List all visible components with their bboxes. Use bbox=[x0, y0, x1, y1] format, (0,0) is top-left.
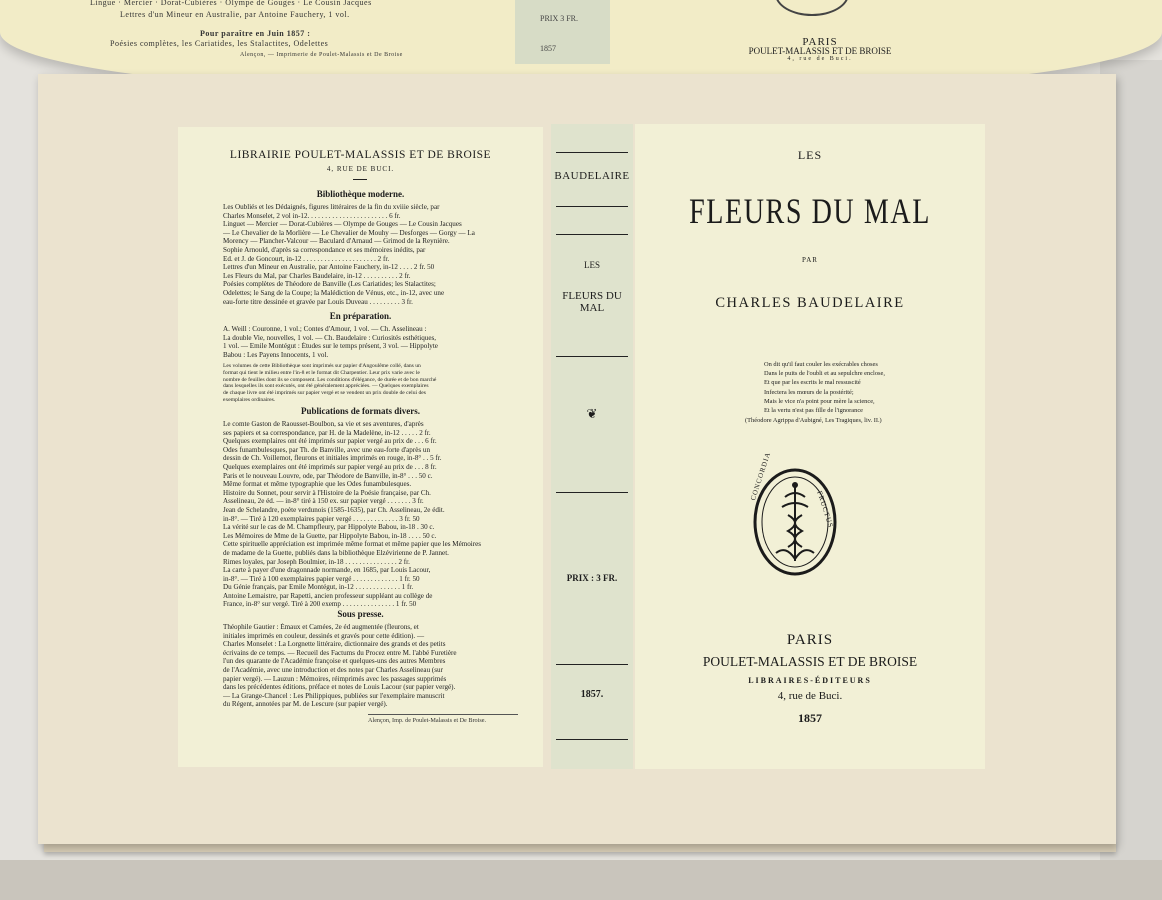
flap-spine-year: 1857 bbox=[540, 44, 556, 53]
flap-publisher: POULET-MALASSIS ET DE BROISE bbox=[748, 46, 892, 56]
text-line: Le comte Gaston de Raousset-Boulbon, sa vie et ses aventures, d'après bbox=[223, 420, 424, 428]
spine-rule bbox=[556, 492, 628, 493]
formats-list bbox=[223, 420, 528, 609]
text-line: initiales imprimés en couleur, dessinés et gravés pour cette édition). — bbox=[223, 631, 425, 640]
front-les: LES bbox=[797, 148, 823, 162]
press-list bbox=[223, 623, 528, 709]
text-line: Ed. et J. de Goncourt, in-12 . . . . . . . . . . . . . . . . . . . . . 2 fr. bbox=[223, 254, 390, 263]
text-line: Quelques exemplaires ont été imprimés sur papier vergé au prix de . . . 8 fr. bbox=[223, 462, 437, 471]
spine-rule bbox=[556, 152, 628, 153]
epigraph-line: Mais le vice n'a point pour mère la science, bbox=[764, 397, 875, 405]
flap-line: Pour paraître en Juin 1857 : bbox=[200, 29, 311, 38]
back-cover-title: LIBRAIRIE POULET-MALASSIS ET DE BROISE bbox=[229, 149, 492, 161]
front-year: 1857 bbox=[798, 711, 822, 725]
spine-price: PRIX : 3 FR. bbox=[566, 573, 618, 583]
text-line: Charles Monselet : La Lorgnette littéraire, dictionnaire des grands et des petits bbox=[223, 640, 446, 649]
back-cover bbox=[178, 127, 543, 767]
epigraph-line: On dit qu'il faut couler les exécrables choses bbox=[764, 361, 878, 368]
spine-rule bbox=[556, 739, 628, 740]
seal-text-left: CONCORDIA bbox=[749, 450, 773, 502]
divider bbox=[353, 179, 367, 180]
flap-back-text bbox=[80, 0, 500, 66]
front-cover bbox=[635, 124, 985, 769]
text-line: dans lesquelles ils sont exécutés, ont été généralement appréciées. — Quelques exemplaires bbox=[223, 383, 429, 390]
text-line: Morency — Plancher-Valcour — Baculard d'Arnaud — Grimod de la Reynière. bbox=[223, 237, 450, 246]
flap-line: Poésies complètes, les Cariatides, les Stalactites, Odelettes bbox=[110, 39, 329, 48]
text-line: papier vergé). — Lauzun : Mémoires, réimprimés avec les passages supprimés bbox=[223, 674, 447, 683]
modern-list bbox=[223, 203, 528, 306]
text-line: exemplaires ordinaires. bbox=[223, 396, 276, 403]
text-line: Du Génie français, par Emile Montégut, in-12 . . . . . . . . . . . . . 1 fr. bbox=[223, 583, 414, 592]
text-line: Les Oubliés et les Dédaignés, figures littéraires de la fin du xviiie siècle, par bbox=[223, 203, 440, 211]
section-heading-press: Sous presse. bbox=[337, 609, 384, 619]
seal-icon bbox=[775, 0, 849, 16]
text-line: — Le Chevalier de la Morlière — Le Chevalier de Mouhy — Desforges — Gorgy — La bbox=[223, 228, 475, 237]
text-line: nombre de feuilles dont ils se composent. Les conditions d'élégance, de durée et de bon marché bbox=[223, 376, 437, 383]
front-libraires: LIBRAIRES-ÉDITEURS bbox=[748, 676, 872, 685]
front-city: PARIS bbox=[786, 632, 834, 648]
text-line: La vérité sur le cas de M. Champfleury, par Hippolyte Babou, in-18 . 30 c. bbox=[223, 523, 435, 532]
front-title: FLEURS DU MAL bbox=[689, 191, 931, 231]
printer-imprint: Alençon, Imp. de Poulet-Malassis et De Broise. bbox=[368, 714, 518, 724]
text-line: La carte à payer d'une dragonnade normande, en 1685, par Louis Lacour, bbox=[223, 566, 431, 575]
text-line: Odes funambulesques, par Th. de Banville, avec une eau-forte d'après un bbox=[223, 445, 430, 454]
text-line: La double Vie, nouvelles, 1 vol. — Ch. Baudelaire : Curiosités esthétiques, bbox=[223, 333, 437, 342]
text-line: Histoire du Sonnet, pour servir à l'Histoire de la Poésie française, par Ch. bbox=[223, 488, 431, 497]
text-line: ses papiers et sa correspondance, par H. de la Madelène, in-12 . . . . . 2 fr. bbox=[223, 428, 431, 437]
text-line: Les volumes de cette Bibliothèque sont imprimés sur papier d'Angoulême collé, dans un bbox=[223, 363, 421, 369]
flap-address: 4, rue de Buci. bbox=[787, 56, 853, 62]
text-line: écrivains de ce temps. — Recueil des Factums du Procez entre M. l'abbé Furetière bbox=[223, 648, 457, 657]
text-line: Quelques exemplaires ont été imprimés sur papier vergé au prix de . . . 6 fr. bbox=[223, 437, 437, 446]
text-line: de l'Académie, avec une introduction et des notes par Charles Asselineau (sur bbox=[223, 665, 443, 674]
flap-spine-price: PRIX 3 FR. bbox=[540, 14, 579, 23]
text-line: format qui tient le milieu entre l'in-8 et le format dit Charpentier. Leur prix varie avec le bbox=[223, 369, 420, 376]
text-line: l'un des quarante de l'Académie françoise et quelques-uns des autres Membres bbox=[223, 657, 446, 666]
text-line: Théophile Gautier : Émaux et Camées, 2e éd augmentée (fleurons, et bbox=[223, 623, 419, 631]
spine-author: BAUDELAIRE bbox=[554, 170, 630, 182]
text-line: Odelettes; le Sang de la Coupe; la Malédiction de Vénus, etc., in-12, avec une bbox=[223, 288, 445, 297]
epigraph-line: Et la vertu n'est pas fille de l'ignorance bbox=[764, 407, 864, 415]
flap-spine bbox=[515, 0, 610, 64]
text-line: in-8°. — Tiré à 100 exemplaires papier vergé . . . . . . . . . . . . . 1 fr. 50 bbox=[223, 574, 420, 583]
text-line: Lettres d'un Mineur en Australie, par Antoine Fauchery, in-12 . . . . 2 fr. 50 bbox=[223, 263, 435, 272]
spine-rule bbox=[556, 234, 628, 235]
prep-list bbox=[223, 325, 528, 359]
flap-line: Lettres d'un Mineur en Australie, par Antoine Fauchery, 1 vol. bbox=[120, 10, 350, 19]
front-publisher: POULET-MALASSIS ET DE BROISE bbox=[702, 654, 918, 669]
back-cover-address: 4, RUE DE BUCI. bbox=[326, 165, 395, 173]
section-heading-prep: En préparation. bbox=[329, 311, 392, 321]
table-edge bbox=[0, 860, 1162, 900]
front-par: PAR bbox=[802, 256, 818, 264]
spine-rule bbox=[556, 206, 628, 207]
spine-title: FLEURS DU MAL bbox=[562, 290, 622, 314]
text-line: Les Fleurs du Mal, par Charles Baudelaire, in-12 . . . . . . . . . . 2 fr. bbox=[223, 271, 411, 280]
flap-line: Lingue · Mercier · Dorat-Cubières · Olympe de Gouges · Le Cousin Jacques bbox=[90, 0, 372, 7]
text-line: Les Mémoires de Mme de la Guette, par Hippolyte Babou, in-18 . . . . 50 c. bbox=[223, 531, 437, 540]
text-line: dans les précédentes éditions, préface et notes de Louis Lacour (sur papier vergé). bbox=[223, 683, 456, 692]
front-address: 4, rue de Buci. bbox=[777, 690, 843, 702]
text-line: Cette spirituelle appréciation est imprimée même format et même papier que les Mémoires bbox=[223, 540, 482, 549]
text-line: dessin de Ch. Voillemot, fleurons et initiales imprimés en rouge, in-8° . . 5 fr. bbox=[223, 454, 442, 463]
text-line: Antoine Lemaistre, par Rapetti, ancien professeur suppléant au collège de bbox=[223, 591, 433, 600]
epigraph-attribution: (Théodore Agrippa d'Aubigné, Les Tragiques, liv. II.) bbox=[745, 417, 882, 424]
text-line: France, in-8° sur vergé. Tiré à 200 exemp . . . . . . . . . . . . . . . 1 fr. 50 bbox=[223, 600, 417, 609]
text-line: 1 vol. — Emile Montégut : Études sur le temps présent, 3 vol. — Hippolyte bbox=[223, 342, 438, 351]
spine-year: 1857. bbox=[580, 689, 604, 700]
spine-rule bbox=[556, 356, 628, 357]
text-line: A. Weill : Couronne, 1 vol.; Contes d'Amour, 1 vol. — Ch. Asselineau : bbox=[223, 325, 427, 333]
text-line: Sophie Arnould, d'après sa correspondance et ses mémoires inédits, par bbox=[223, 245, 426, 254]
text-line: Jean de Schelandre, poète verdunois (1585-1635), par Ch. Asselineau, 2e édit. bbox=[223, 505, 445, 514]
epigraph-line: Infectera les mœurs de la postérité; bbox=[764, 388, 854, 396]
flap-line: Alençon, — Imprimerie de Poulet-Malassis et De Broise bbox=[240, 52, 403, 58]
text-line: Charles Monselet, 2 vol in-12. . . . . . . . . . . . . . . . . . . . . . . 6 fr. bbox=[223, 211, 401, 220]
prep-note bbox=[223, 363, 528, 404]
text-line: Poésies complètes de Théodore de Banville (Les Cariatides; les Stalactites; bbox=[223, 280, 436, 289]
ornament-icon: ❦ bbox=[586, 406, 598, 421]
text-line: eau-forte titre dessinée et gravée par Louis Duveau . . . . . . . . . 3 fr. bbox=[223, 297, 413, 306]
section-heading-formats: Publications de formats divers. bbox=[301, 406, 420, 416]
epigraph-line: Dans le puits de l'oubli et au sepulchre enclose, bbox=[764, 370, 885, 378]
text-line: Linguet — Mercier — Dorat-Cubières — Olympe de Gouges — Le Cousin Jacques bbox=[223, 220, 462, 229]
text-line: Babou : Les Payens Innocents, 1 vol. bbox=[223, 350, 329, 359]
text-line: Paris et le nouveau Louvre, ode, par Théodore de Banville, in-8° . . . 50 c. bbox=[223, 471, 433, 480]
text-line: Asselineau, 2e éd. — in-8° tiré à 150 ex. sur papier vergé . . . . . . . 3 fr. bbox=[223, 497, 424, 506]
text-line: — La Grange-Chancel : Les Philippiques, publiées sur l'exemplaire manuscrit bbox=[223, 691, 445, 700]
text-line: Rimes loyales, par Joseph Boulmier, in-18 . . . . . . . . . . . . . . . 2 fr. bbox=[223, 557, 410, 566]
text-line: de madame de la Guette, publiés dans la bibliothèque Elzévirienne de P. Jannet. bbox=[223, 548, 449, 557]
text-line: in-8°. — Tiré à 120 exemplaires papier vergé . . . . . . . . . . . . . 3 fr. 50 bbox=[223, 514, 420, 523]
text-line: du Régent, annotées par M. de Lescure (sur papier vergé). bbox=[223, 700, 388, 709]
seal-text-right: FRUCTUS bbox=[815, 490, 835, 530]
flap-city: PARIS bbox=[802, 36, 838, 48]
front-author: CHARLES BAUDELAIRE bbox=[715, 295, 905, 311]
flap-front bbox=[690, 0, 950, 70]
section-heading-modern: Bibliothèque moderne. bbox=[316, 189, 405, 199]
spine-rule bbox=[556, 664, 628, 665]
text-line: Même format et même typographie que les Odes funambulesques. bbox=[223, 480, 412, 489]
epigraph bbox=[764, 360, 964, 415]
epigraph-line: Et que par les escrits le mal ressuscité bbox=[764, 379, 861, 387]
text-line: de chaque livre ont été imprimés sur papier vergé et se vendent un prix double de celui des bbox=[223, 390, 426, 397]
spine bbox=[551, 124, 633, 769]
spine-les: LES bbox=[583, 260, 600, 270]
